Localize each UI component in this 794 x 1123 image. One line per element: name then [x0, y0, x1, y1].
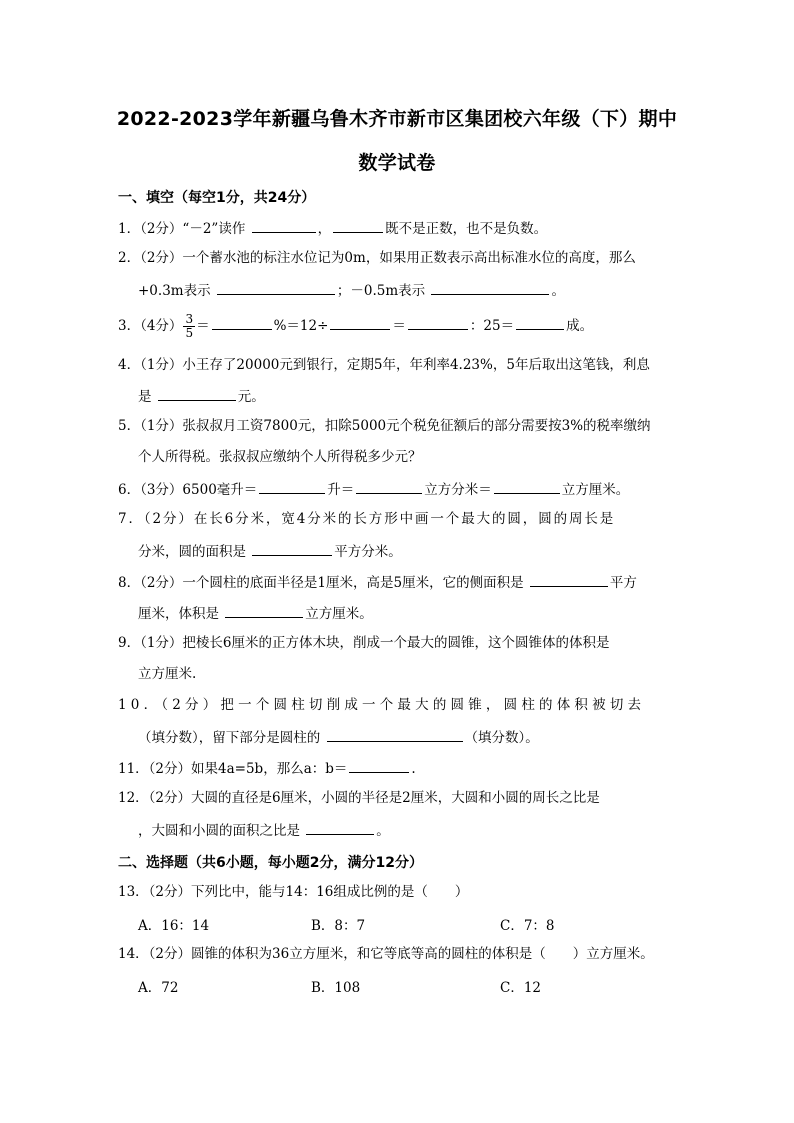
answer-blank[interactable] [212, 315, 272, 330]
answer-blank[interactable] [333, 218, 383, 233]
q1-comma: ， [317, 221, 332, 237]
question-13: 13．（2分）下列比中，能与14：16组成比例的是（ ） [118, 884, 469, 900]
q1-suffix: 既不是正数，也不是负数。 [385, 221, 548, 237]
q3-prefix: 3．（4分） [118, 318, 183, 334]
option-a[interactable]: A．16：14 [138, 918, 210, 934]
fraction-numerator: 3 [185, 312, 194, 326]
option-c[interactable]: C．7：8 [500, 918, 555, 934]
answer-blank[interactable] [408, 315, 468, 330]
q3-eq-1: ＝ [196, 318, 210, 334]
question-10-line-2 [138, 727, 539, 747]
q1-text: 1．（2分）“－2”读作 [118, 221, 246, 237]
answer-blank[interactable] [225, 603, 303, 618]
q8-text-c: 厘米，体积是 [138, 606, 219, 622]
answer-blank[interactable] [516, 315, 564, 330]
q4-text-a: 是 [138, 389, 152, 405]
question-7-line-2 [138, 541, 402, 561]
fraction-denominator: 5 [185, 326, 194, 340]
answer-blank[interactable] [431, 280, 549, 295]
q8-text-b: 平方 [609, 575, 637, 591]
answer-blank[interactable] [494, 479, 560, 494]
q2-text-a: +0.3m表示 [138, 283, 211, 299]
question-12-line-1: 12．（2分）大圆的直径是6厘米，小圆的半径是2厘米，大圆和小圆的周长之比是 [118, 790, 600, 806]
answer-blank[interactable] [330, 315, 390, 330]
question-5-line-1: 5．（1分）张叔叔月工资7800元，扣除5000元个税免征额后的部分需要按3%的税率缴纳 [118, 418, 651, 434]
answer-blank[interactable] [327, 727, 463, 742]
answer-blank[interactable] [252, 541, 332, 556]
answer-blank[interactable] [349, 758, 409, 773]
q2-text-c: 。 [551, 283, 565, 299]
question-4-line-1: 4．（1分）小王存了20000元到银行，定期5年，年利率4.23%，5年后取出这笔钱，利息 [118, 357, 650, 373]
q6-prefix: 6．（3分）6500毫升＝ [118, 482, 258, 498]
q11-text: 11．（2分）如果4a=5b，那么a：b＝ [118, 761, 348, 777]
q12-text-b: 。 [376, 823, 390, 839]
question-5-line-2: 个人所得税。张叔叔应缴纳个人所得税多少元？ [138, 449, 422, 465]
answer-blank[interactable] [217, 280, 335, 295]
option-b[interactable]: B．108 [311, 980, 361, 996]
q6-text-c: 立方厘米。 [561, 482, 630, 498]
q11-suffix: . [411, 761, 416, 777]
q4-text-b: 元。 [237, 389, 265, 405]
question-14: 14．（2分）圆锥的体积为36立方厘米，和它等底等高的圆柱的体积是（ ）立方厘米。 [118, 946, 654, 962]
q12-text-a: ，大圆和小圆的面积之比是 [138, 823, 300, 839]
option-a[interactable]: A．72 [138, 980, 179, 996]
question-2-line-2 [138, 280, 565, 300]
answer-blank[interactable] [306, 820, 374, 835]
question-9-line-2: 立方厘米. [138, 666, 197, 682]
question-4-line-2 [138, 386, 265, 406]
page-title: 2022-2023学年新疆乌鲁木齐市新市区集团校六年级（下）期中 [116, 108, 678, 130]
q3-eq-3: ＝ [392, 318, 406, 334]
question-2-line-1: 2．（2分）一个蓄水池的标注水位记为0m，如果用正数表示高出标准水位的高度，那么 [118, 250, 636, 266]
q10-text-a: （填分数），留下部分是圆柱的 [138, 730, 321, 746]
q8-text-a: 8．（2分）一个圆柱的底面半径是1厘米，高是5厘米，它的侧面积是 [118, 575, 524, 591]
question-11 [118, 758, 416, 778]
section-heading-multiple-choice: 二、选择题（共6小题，每小题2分，满分12分） [118, 855, 423, 871]
question-1 [118, 218, 547, 238]
q3-eq-4: ：25＝ [469, 318, 515, 334]
question-7-line-1: 7．（2分）在长6分米，宽4分米的长方形中画一个最大的圆，圆的周长是 [118, 511, 616, 527]
fraction-three-fifths [183, 313, 195, 340]
q3-suffix: 成。 [566, 318, 594, 334]
option-c[interactable]: C．12 [500, 980, 542, 996]
question-9-line-1: 9．（1分）把棱长6厘米的正方体木块，削成一个最大的圆锥，这个圆锥体的体积是 [118, 635, 610, 651]
q7-text-b: 平方分米。 [334, 544, 402, 560]
question-8-line-2 [138, 603, 373, 623]
q7-text-a: 分米，圆的面积是 [138, 544, 246, 560]
q6-text-a: 升＝ [327, 482, 355, 498]
answer-blank[interactable] [356, 479, 422, 494]
question-8-line-1 [118, 572, 637, 592]
question-3 [118, 311, 593, 341]
q2-text-b: ；－0.5m表示 [336, 283, 426, 299]
option-b[interactable]: B．8：7 [311, 918, 366, 934]
page-subtitle: 数学试卷 [358, 152, 436, 174]
question-12-line-2 [138, 820, 390, 840]
section-heading-fill-in: 一、填空（每空1分，共24分） [118, 190, 316, 206]
q3-eq-2: %＝12÷ [273, 318, 329, 334]
question-6 [118, 479, 629, 499]
q10-text-b: （填分数）。 [464, 730, 539, 746]
answer-blank[interactable] [259, 479, 325, 494]
answer-blank[interactable] [530, 572, 608, 587]
q8-text-d: 立方厘米。 [305, 606, 373, 622]
answer-blank[interactable] [158, 386, 236, 401]
question-10-line-1: 10．（2分）把一个圆柱切削成一个最大的圆锥，圆柱的体积被切去 [118, 697, 646, 713]
q6-text-b: 立方分米＝ [424, 482, 492, 498]
answer-blank[interactable] [252, 218, 316, 233]
